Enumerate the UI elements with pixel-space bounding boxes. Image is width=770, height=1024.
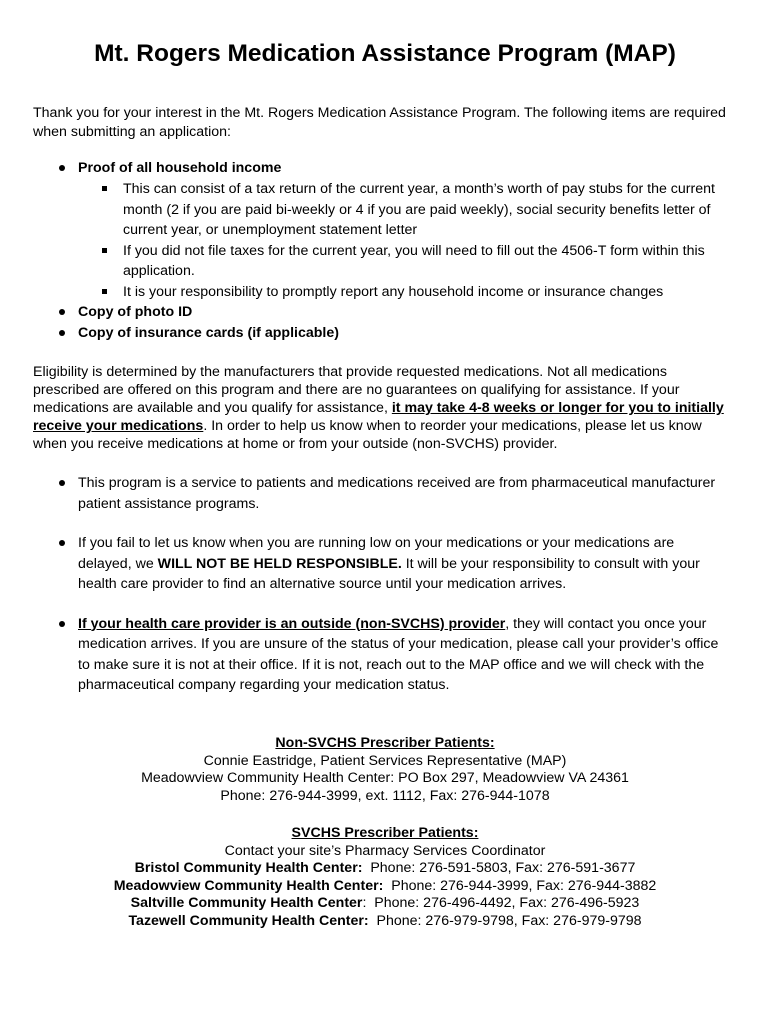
center-contact-line: [0, 860, 770, 878]
note-item: [33, 473, 723, 514]
eligibility-paragraph: [33, 363, 733, 453]
bullet-dot-icon: [59, 165, 65, 171]
requirement-label: Copy of insurance cards (if applicable): [78, 325, 339, 341]
requirement-item: [33, 323, 743, 344]
note-item: [33, 614, 723, 696]
svchs-subheading: Contact your site’s Pharmacy Services Coordinator: [224, 842, 546, 859]
non-svchs-contact-block: [0, 735, 770, 805]
center-contact: Phone: 276-591-5803, Fax: 276-591-3677: [362, 860, 636, 877]
center-contact-line: [0, 895, 770, 913]
center-name: Tazewell Community Health Center:: [128, 912, 369, 929]
notes-list: [33, 473, 723, 715]
bullet-dot-icon: [59, 480, 65, 486]
intro-paragraph: Thank you for your interest in the Mt. Rogers Medication Assistance Program. The following items are required when submitting an application:: [33, 105, 726, 140]
page-title: Mt. Rogers Medication Assistance Program (MAP): [94, 40, 676, 67]
requirement-label: Proof of all household income: [78, 160, 282, 176]
bullet-square-icon: [102, 186, 107, 191]
note-emphasis: If your health care provider is an outside (non-SVCHS) provider: [78, 615, 506, 632]
contact-line: Meadowview Community Health Center: PO Box 297, Meadowview VA 24361: [141, 770, 629, 787]
eligibility-emphasis: it may take 4-8 weeks or longer for you to initially receive your medications: [33, 400, 724, 434]
center-contact-line: [0, 878, 770, 896]
center-contact: Phone: 276-979-9798, Fax: 276-979-9798: [368, 912, 642, 929]
sub-item-text: It is your responsibility to promptly report any household income or insurance changes: [123, 283, 664, 300]
center-name: Saltville Community Health Center: [130, 895, 363, 912]
center-contact: : Phone: 276-496-4492, Fax: 276-496-5923: [362, 895, 640, 912]
contact-line: Phone: 276-944-3999, ext. 1112, Fax: 276-944-1078: [220, 787, 550, 804]
note-text: If you fail to let us know when you are running low on your medications or your medications are delayed, we: [78, 535, 675, 572]
eligibility-text: Eligibility is determined by the manufacturers that provide requested medications. Not all medications prescribed are offered on this program and there are no guarantees on qualifying for assistance. If your medications are available and you qualify for assistance,: [33, 364, 680, 416]
contact-line: Connie Eastridge, Patient Services Representative (MAP): [203, 752, 567, 769]
note-text: , they will contact you once your medication arrives. If you are unsure of the status of your medication, please call your provider’s office to make sure it is not at their office. If it is not, reach out to the MAP office and we will check with the pharmaceutical company regarding your medication status.: [78, 615, 719, 693]
sub-list-item: [78, 179, 743, 241]
center-contact: Phone: 276-944-3999, Fax: 276-944-3882: [383, 877, 657, 894]
bullet-dot-icon: [59, 330, 65, 336]
bullet-dot-icon: [59, 309, 65, 315]
requirement-item: [33, 302, 743, 323]
requirements-list: [33, 158, 743, 344]
note-text-end: It will be your responsibility to consult with your health care provider to find an alternative source until your medication arrives.: [78, 555, 700, 592]
requirement-item: [33, 158, 743, 302]
bullet-square-icon: [102, 289, 107, 294]
eligibility-text-end: . In order to help us know when to reorder your medications, please let us know when you receive medications at home or from your outside (non-SVCHS) provider.: [33, 418, 702, 452]
non-svchs-heading: Non-SVCHS Prescriber Patients:: [275, 735, 495, 751]
note-warning: WILL NOT BE HELD RESPONSIBLE.: [157, 555, 402, 572]
sub-list-item: [78, 241, 743, 282]
requirement-label: Copy of photo ID: [78, 304, 193, 320]
center-name: Bristol Community Health Center:: [134, 860, 363, 877]
center-name: Meadowview Community Health Center:: [113, 877, 384, 894]
bullet-dot-icon: [59, 540, 65, 546]
bullet-square-icon: [102, 248, 107, 253]
center-contact-line: [0, 913, 770, 931]
sub-item-text: If you did not file taxes for the current year, you will need to fill out the 4506-T form within this application.: [123, 242, 705, 279]
note-text: This program is a service to patients and medications received are from pharmaceutical manufacturer patient assistance programs.: [78, 475, 716, 512]
sub-item-text: This can consist of a tax return of the current year, a month’s worth of pay stubs for the current month (2 if you are paid bi-weekly or 4 if you are paid weekly), social security benefits letter of current year, or unemployment statement letter: [123, 181, 715, 238]
svchs-contact-block: [0, 825, 770, 931]
svchs-heading: SVCHS Prescriber Patients:: [291, 825, 479, 841]
income-sub-list: [78, 179, 743, 302]
note-item: [33, 533, 723, 595]
sub-list-item: [78, 282, 743, 303]
bullet-dot-icon: [59, 621, 65, 627]
